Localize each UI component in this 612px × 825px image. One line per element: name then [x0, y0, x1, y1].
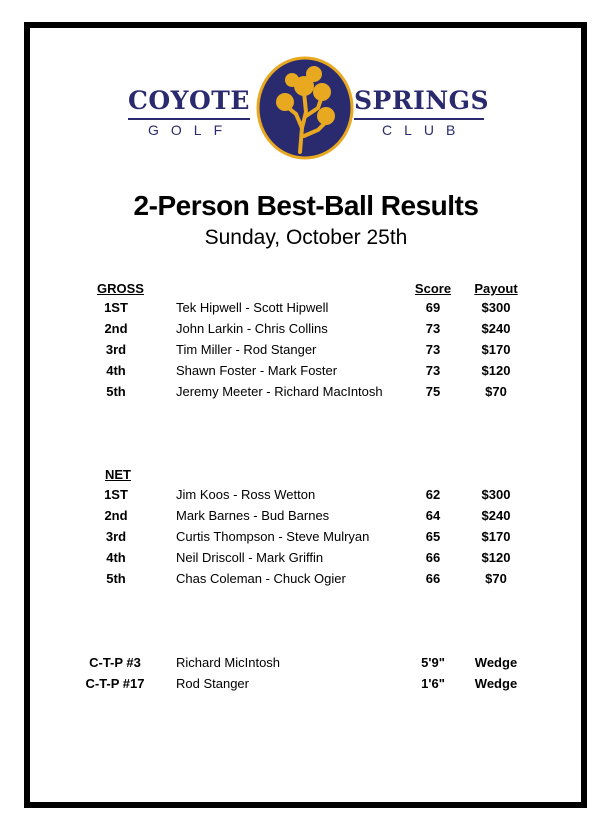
joshua-tree-emblem-icon: [256, 56, 354, 160]
logo-rule-right: [354, 118, 484, 120]
net-result-row: [0, 570, 612, 588]
place-cell: 3rd: [105, 529, 127, 544]
names-cell: John Larkin - Chris Collins: [176, 321, 328, 336]
place-cell: 5th: [106, 384, 126, 399]
logo-word-left: COYOTE: [128, 86, 250, 115]
payout-cell: $120: [481, 363, 511, 378]
prize-cell: Wedge: [474, 676, 518, 691]
prize-cell: Wedge: [474, 655, 518, 670]
club-logo: [128, 56, 488, 160]
payout-cell: $240: [481, 321, 511, 336]
names-cell: Curtis Thompson - Steve Mulryan: [176, 529, 370, 544]
payout-cell: $240: [481, 508, 511, 523]
names-cell: Shawn Foster - Mark Foster: [176, 363, 338, 378]
logo-rule-left: [128, 118, 250, 120]
score-cell: 62: [425, 487, 441, 502]
payout-cell: $70: [485, 571, 507, 586]
names-cell: Mark Barnes - Bud Barnes: [176, 508, 330, 523]
score-cell: 66: [425, 571, 441, 586]
section-label-gross: GROSS: [97, 281, 144, 296]
place-cell: 1ST: [104, 300, 128, 315]
payout-cell: $300: [481, 487, 511, 502]
hole-cell: C-T-P #3: [89, 655, 141, 670]
score-cell: 75: [425, 384, 441, 399]
place-cell: 1ST: [104, 487, 128, 502]
place-cell: 4th: [106, 550, 126, 565]
logo-sub-right: CLUB: [382, 122, 468, 138]
winner-cell: Richard MicIntosh: [176, 655, 281, 670]
page-title: 2-Person Best-Ball Results: [133, 190, 479, 221]
score-cell: 66: [425, 550, 441, 565]
logo-sub-left: GOLF: [148, 122, 235, 138]
names-cell: Chas Coleman - Chuck Ogier: [176, 571, 346, 586]
payout-cell: $170: [481, 529, 511, 544]
place-cell: 2nd: [104, 508, 128, 523]
score-cell: 69: [425, 300, 441, 315]
closest-to-pin-row: [0, 675, 612, 693]
score-cell: 73: [425, 321, 441, 336]
gross-result-row: [0, 299, 612, 317]
names-cell: Jim Koos - Ross Wetton: [176, 487, 316, 502]
gross-header-row: [0, 280, 612, 298]
place-cell: 3rd: [105, 342, 127, 357]
score-cell: 73: [425, 363, 441, 378]
payout-header: Payout: [474, 281, 518, 296]
payout-cell: $170: [481, 342, 511, 357]
distance-cell: 1'6": [421, 676, 445, 691]
payout-cell: $120: [481, 550, 511, 565]
net-result-row: [0, 549, 612, 567]
gross-result-row: [0, 341, 612, 359]
net-header-row: [0, 466, 612, 484]
logo-word-right: SPRINGS: [354, 86, 490, 115]
page-subtitle: Sunday, October 25th: [204, 226, 408, 249]
gross-result-row: [0, 320, 612, 338]
gross-result-row: [0, 383, 612, 401]
place-cell: 4th: [106, 363, 126, 378]
place-cell: 5th: [106, 571, 126, 586]
hole-cell: C-T-P #17: [85, 676, 145, 691]
distance-cell: 5'9": [421, 655, 445, 670]
names-cell: Jeremy Meeter - Richard MacIntosh: [176, 384, 383, 399]
net-result-row: [0, 507, 612, 525]
names-cell: Neil Driscoll - Mark Griffin: [176, 550, 324, 565]
payout-cell: $300: [481, 300, 511, 315]
net-result-row: [0, 528, 612, 546]
closest-to-pin-row: [0, 654, 612, 672]
place-cell: 2nd: [104, 321, 128, 336]
gross-result-row: [0, 362, 612, 380]
score-header: Score: [414, 281, 452, 296]
score-cell: 65: [425, 529, 441, 544]
score-cell: 64: [425, 508, 441, 523]
winner-cell: Rod Stanger: [176, 676, 249, 691]
payout-cell: $70: [485, 384, 507, 399]
net-result-row: [0, 486, 612, 504]
names-cell: Tek Hipwell - Scott Hipwell: [176, 300, 329, 315]
section-label-net: NET: [105, 467, 131, 482]
score-cell: 73: [425, 342, 441, 357]
names-cell: Tim Miller - Rod Stanger: [176, 342, 317, 357]
